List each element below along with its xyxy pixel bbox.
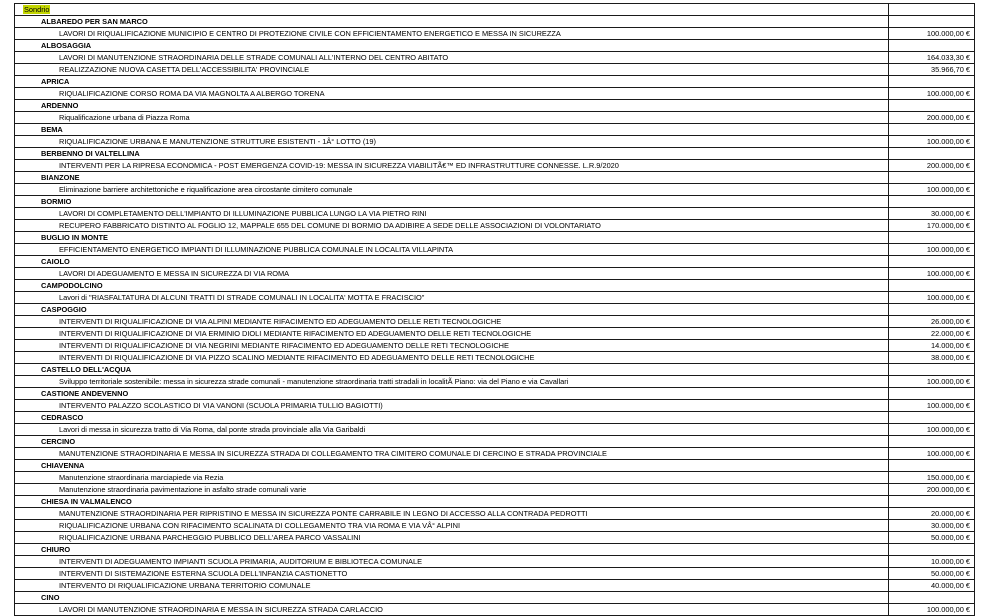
- project-amount[interactable]: 100.000,00 €: [889, 424, 975, 436]
- project-description[interactable]: Manutenzione straordinaria marciapiede via Rezia: [15, 472, 889, 484]
- municipality-row[interactable]: [15, 16, 975, 28]
- municipality-amount-cell[interactable]: [889, 76, 975, 88]
- project-row[interactable]: [15, 520, 975, 532]
- municipality-amount-cell[interactable]: [889, 544, 975, 556]
- municipality-amount-cell[interactable]: [889, 124, 975, 136]
- municipality-amount-cell[interactable]: [889, 172, 975, 184]
- project-amount[interactable]: 10.000,00 €: [889, 556, 975, 568]
- project-description[interactable]: Riqualificazione urbana di Piazza Roma: [15, 112, 889, 124]
- municipality-row[interactable]: [15, 304, 975, 316]
- municipality-name[interactable]: CAIOLO: [15, 256, 889, 268]
- project-amount[interactable]: 100.000,00 €: [889, 292, 975, 304]
- municipality-name[interactable]: CAMPODOLCINO: [15, 280, 889, 292]
- municipality-amount-cell[interactable]: [889, 388, 975, 400]
- project-row[interactable]: [15, 52, 975, 64]
- project-description[interactable]: INTERVENTI DI SISTEMAZIONE ESTERNA SCUOLA DELL'INFANZIA CASTIONETTO: [15, 568, 889, 580]
- project-amount[interactable]: 50.000,00 €: [889, 532, 975, 544]
- municipality-row[interactable]: [15, 256, 975, 268]
- municipality-row[interactable]: [15, 460, 975, 472]
- municipality-row[interactable]: [15, 544, 975, 556]
- province-amount-cell[interactable]: [889, 4, 975, 16]
- project-description[interactable]: EFFICIENTAMENTO ENERGETICO IMPIANTI DI ILLUMINAZIONE PUBBLICA COMUNALE IN LOCALITA VILLAPINTA: [15, 244, 889, 256]
- province-label: Sondrio: [24, 5, 50, 14]
- project-description[interactable]: Eliminazione barriere architettoniche e riqualificazione area circostante cimitero comunale: [15, 184, 889, 196]
- municipality-row[interactable]: [15, 100, 975, 112]
- spreadsheet: [14, 3, 974, 616]
- municipality-row[interactable]: [15, 496, 975, 508]
- project-description[interactable]: REALIZZAZIONE NUOVA CASETTA DELL'ACCESSIBILITA' PROVINCIALE: [15, 64, 889, 76]
- municipality-amount-cell[interactable]: [889, 436, 975, 448]
- project-description[interactable]: INTERVENTI DI RIQUALIFICAZIONE DI VIA ERMINIO DIOLI MEDIANTE RIFACIMENTO ED ADEGUAMENTO DELLE RETI TECNOLOGICHE: [15, 328, 889, 340]
- project-row[interactable]: [15, 352, 975, 364]
- project-description[interactable]: RECUPERO FABBRICATO DISTINTO AL FOGLIO 12, MAPPALE 655 DEL COMUNE DI BORMIO DA ADIBIRE A SEDE DELLE ASSOCIAZIONI DI VOLONTARIATO: [15, 220, 889, 232]
- project-row[interactable]: [15, 580, 975, 592]
- project-description[interactable]: RIQUALIFICAZIONE URBANA CON RIFACIMENTO SCALINATA DI COLLEGAMENTO TRA VIA ROMA E VIA VÂ° ALPINI: [15, 520, 889, 532]
- province-row[interactable]: [15, 4, 975, 16]
- municipality-amount-cell[interactable]: [889, 148, 975, 160]
- municipality-name[interactable]: CINO: [15, 592, 889, 604]
- project-row[interactable]: [15, 448, 975, 460]
- project-row[interactable]: [15, 508, 975, 520]
- project-row[interactable]: [15, 268, 975, 280]
- project-description[interactable]: LAVORI DI COMPLETAMENTO DELL'IMPIANTO DI ILLUMINAZIONE PUBBLICA LUNGO LA VIA PIETRO RINI: [15, 208, 889, 220]
- municipality-name[interactable]: CASTELLO DELL'ACQUA: [15, 364, 889, 376]
- project-row[interactable]: [15, 220, 975, 232]
- table-body: [15, 4, 975, 616]
- project-amount[interactable]: 100.000,00 €: [889, 184, 975, 196]
- project-amount[interactable]: 164.033,30 €: [889, 52, 975, 64]
- municipality-name[interactable]: CHIESA IN VALMALENCO: [15, 496, 889, 508]
- project-description[interactable]: RIQUALIFICAZIONE CORSO ROMA DA VIA MAGNOLTA A ALBERGO TORENA: [15, 88, 889, 100]
- municipality-name[interactable]: BUGLIO IN MONTE: [15, 232, 889, 244]
- municipality-row[interactable]: [15, 592, 975, 604]
- municipality-amount-cell[interactable]: [889, 412, 975, 424]
- project-row[interactable]: [15, 136, 975, 148]
- municipality-name[interactable]: APRICA: [15, 76, 889, 88]
- project-amount[interactable]: 38.000,00 €: [889, 352, 975, 364]
- municipality-name[interactable]: BEMA: [15, 124, 889, 136]
- municipality-row[interactable]: [15, 76, 975, 88]
- project-amount[interactable]: 150.000,00 €: [889, 472, 975, 484]
- project-row[interactable]: [15, 292, 975, 304]
- project-description[interactable]: INTERVENTI DI RIQUALIFICAZIONE DI VIA NEGRINI MEDIANTE RIFACIMENTO ED ADEGUAMENTO DELLE RETI TECNOLOGICHE: [15, 340, 889, 352]
- municipality-row[interactable]: [15, 40, 975, 52]
- project-description[interactable]: Sviluppo territoriale sostenibile: messa in sicurezza strade comunali - manutenzione straordinaria tratti stradali in localitÃ Piano: via del Piano e via Cavallari: [15, 376, 889, 388]
- project-amount[interactable]: 30.000,00 €: [889, 520, 975, 532]
- municipality-row[interactable]: [15, 364, 975, 376]
- municipality-row[interactable]: [15, 124, 975, 136]
- municipality-name[interactable]: CEDRASCO: [15, 412, 889, 424]
- project-row[interactable]: [15, 532, 975, 544]
- project-amount[interactable]: 200.000,00 €: [889, 112, 975, 124]
- project-description[interactable]: MANUTENZIONE STRAORDINARIA PER RIPRISTINO E MESSA IN SICUREZZA PONTE CARRABILE IN LEGNO DI ACCESSO ALLA CONTRADA PEDROTTI: [15, 508, 889, 520]
- project-row[interactable]: [15, 568, 975, 580]
- municipality-row[interactable]: [15, 148, 975, 160]
- province-cell[interactable]: [15, 4, 889, 16]
- project-row[interactable]: [15, 64, 975, 76]
- project-description[interactable]: RIQUALIFICAZIONE URBANA PARCHEGGIO PUBBLICO DELL'AREA PARCO VASSALINI: [15, 532, 889, 544]
- municipality-amount-cell[interactable]: [889, 280, 975, 292]
- project-amount[interactable]: 100.000,00 €: [889, 88, 975, 100]
- municipality-row[interactable]: [15, 196, 975, 208]
- municipality-name[interactable]: CERCINO: [15, 436, 889, 448]
- project-row[interactable]: [15, 400, 975, 412]
- project-amount[interactable]: 35.966,70 €: [889, 64, 975, 76]
- funding-table: [14, 3, 975, 616]
- project-amount[interactable]: 170.000,00 €: [889, 220, 975, 232]
- municipality-amount-cell[interactable]: [889, 232, 975, 244]
- municipality-name[interactable]: ALBOSAGGIA: [15, 40, 889, 52]
- project-amount[interactable]: 22.000,00 €: [889, 328, 975, 340]
- project-row[interactable]: [15, 340, 975, 352]
- municipality-row[interactable]: [15, 436, 975, 448]
- municipality-amount-cell[interactable]: [889, 100, 975, 112]
- project-amount[interactable]: 100.000,00 €: [889, 136, 975, 148]
- municipality-amount-cell[interactable]: [889, 256, 975, 268]
- municipality-amount-cell[interactable]: [889, 196, 975, 208]
- municipality-amount-cell[interactable]: [889, 364, 975, 376]
- project-row[interactable]: [15, 376, 975, 388]
- municipality-amount-cell[interactable]: [889, 40, 975, 52]
- project-row[interactable]: [15, 184, 975, 196]
- municipality-name[interactable]: CASPOGGIO: [15, 304, 889, 316]
- municipality-amount-cell[interactable]: [889, 592, 975, 604]
- project-description[interactable]: Manutenzione straordinaria pavimentazione in asfalto strade comunali varie: [15, 484, 889, 496]
- municipality-row[interactable]: [15, 232, 975, 244]
- project-description[interactable]: INTERVENTI DI RIQUALIFICAZIONE DI VIA PIZZO SCALINO MEDIANTE RIFACIMENTO ED ADEGUAMENTO DELLE RETI TECNOLOGICHE: [15, 352, 889, 364]
- municipality-name[interactable]: ALBAREDO PER SAN MARCO: [15, 16, 889, 28]
- municipality-amount-cell[interactable]: [889, 496, 975, 508]
- project-row[interactable]: [15, 208, 975, 220]
- project-amount[interactable]: 100.000,00 €: [889, 604, 975, 616]
- project-description[interactable]: INTERVENTO PALAZZO SCOLASTICO DI VIA VANONI (SCUOLA PRIMARIA TULLIO BAGIOTTI): [15, 400, 889, 412]
- project-description[interactable]: INTERVENTI PER LA RIPRESA ECONOMICA - POST EMERGENZA COVID-19: MESSA IN SICUREZZA VIABILITÃ€™ ED INFRASTRUTTURE CONNESSE. L.R.9/2020: [15, 160, 889, 172]
- project-row[interactable]: [15, 472, 975, 484]
- project-amount[interactable]: 30.000,00 €: [889, 208, 975, 220]
- municipality-row[interactable]: [15, 388, 975, 400]
- project-amount[interactable]: 26.000,00 €: [889, 316, 975, 328]
- project-description[interactable]: Lavori di "RIASFALTATURA DI ALCUNI TRATTI DI STRADE COMUNALI IN LOCALITA' MOTTA E FRACISCIO": [15, 292, 889, 304]
- project-description[interactable]: INTERVENTO DI RIQUALIFICAZIONE URBANA TERRITORIO COMUNALE: [15, 580, 889, 592]
- project-row[interactable]: [15, 316, 975, 328]
- municipality-row[interactable]: [15, 412, 975, 424]
- project-amount[interactable]: 40.000,00 €: [889, 580, 975, 592]
- project-description[interactable]: Lavori di messa in sicurezza tratto di Via Roma, dal ponte strada provinciale alla Via Garibaldi: [15, 424, 889, 436]
- project-amount[interactable]: 100.000,00 €: [889, 376, 975, 388]
- municipality-name[interactable]: CASTIONE ANDEVENNO: [15, 388, 889, 400]
- municipality-name[interactable]: BERBENNO DI VALTELLINA: [15, 148, 889, 160]
- project-amount[interactable]: 100.000,00 €: [889, 268, 975, 280]
- project-row[interactable]: [15, 88, 975, 100]
- project-description[interactable]: INTERVENTI DI RIQUALIFICAZIONE DI VIA ALPINI MEDIANTE RIFACIMENTO ED ADEGUAMENTO DELLE RETI TECNOLOGICHE: [15, 316, 889, 328]
- project-description[interactable]: INTERVENTI DI ADEGUAMENTO IMPIANTI SCUOLA PRIMARIA, AUDITORIUM E BIBLIOTECA COMUNALE: [15, 556, 889, 568]
- municipality-name[interactable]: CHIURO: [15, 544, 889, 556]
- project-row[interactable]: [15, 28, 975, 40]
- project-description[interactable]: MANUTENZIONE STRAORDINARIA E MESSA IN SICUREZZA STRADA DI COLLEGAMENTO TRA CIMITERO COMUNALE DI CERCINO E STRADA PROVINCIALE: [15, 448, 889, 460]
- municipality-row[interactable]: [15, 280, 975, 292]
- municipality-name[interactable]: ARDENNO: [15, 100, 889, 112]
- project-amount[interactable]: 14.000,00 €: [889, 340, 975, 352]
- project-row[interactable]: [15, 484, 975, 496]
- municipality-amount-cell[interactable]: [889, 16, 975, 28]
- project-description[interactable]: RIQUALIFICAZIONE URBANA E MANUTENZIONE STRUTTURE ESISTENTI - 1Â° LOTTO (19): [15, 136, 889, 148]
- municipality-amount-cell[interactable]: [889, 304, 975, 316]
- project-amount[interactable]: 20.000,00 €: [889, 508, 975, 520]
- project-row[interactable]: [15, 328, 975, 340]
- project-amount[interactable]: 200.000,00 €: [889, 160, 975, 172]
- project-row[interactable]: [15, 556, 975, 568]
- project-amount[interactable]: 50.000,00 €: [889, 568, 975, 580]
- municipality-name[interactable]: BIANZONE: [15, 172, 889, 184]
- municipality-name[interactable]: CHIAVENNA: [15, 460, 889, 472]
- project-description[interactable]: LAVORI DI MANUTENZIONE STRAORDINARIA E MESSA IN SICUREZZA STRADA CARLACCIO: [15, 604, 889, 616]
- project-row[interactable]: [15, 424, 975, 436]
- project-description[interactable]: LAVORI DI ADEGUAMENTO E MESSA IN SICUREZZA DI VIA ROMA: [15, 268, 889, 280]
- project-description[interactable]: LAVORI DI MANUTENZIONE STRAORDINARIA DELLE STRADE COMUNALI ALL'INTERNO DEL CENTRO ABITATO: [15, 52, 889, 64]
- project-row[interactable]: [15, 604, 975, 616]
- municipality-amount-cell[interactable]: [889, 460, 975, 472]
- project-amount[interactable]: 100.000,00 €: [889, 400, 975, 412]
- project-amount[interactable]: 100.000,00 €: [889, 448, 975, 460]
- project-row[interactable]: [15, 160, 975, 172]
- municipality-name[interactable]: BORMIO: [15, 196, 889, 208]
- project-amount[interactable]: 100.000,00 €: [889, 244, 975, 256]
- project-amount[interactable]: 100.000,00 €: [889, 28, 975, 40]
- project-row[interactable]: [15, 244, 975, 256]
- project-description[interactable]: LAVORI DI RIQUALIFICAZIONE MUNICIPIO E CENTRO DI PROTEZIONE CIVILE CON EFFICIENTAMENTO ENERGETICO E MESSA IN SICUREZZA: [15, 28, 889, 40]
- municipality-row[interactable]: [15, 172, 975, 184]
- project-amount[interactable]: 200.000,00 €: [889, 484, 975, 496]
- project-row[interactable]: [15, 112, 975, 124]
